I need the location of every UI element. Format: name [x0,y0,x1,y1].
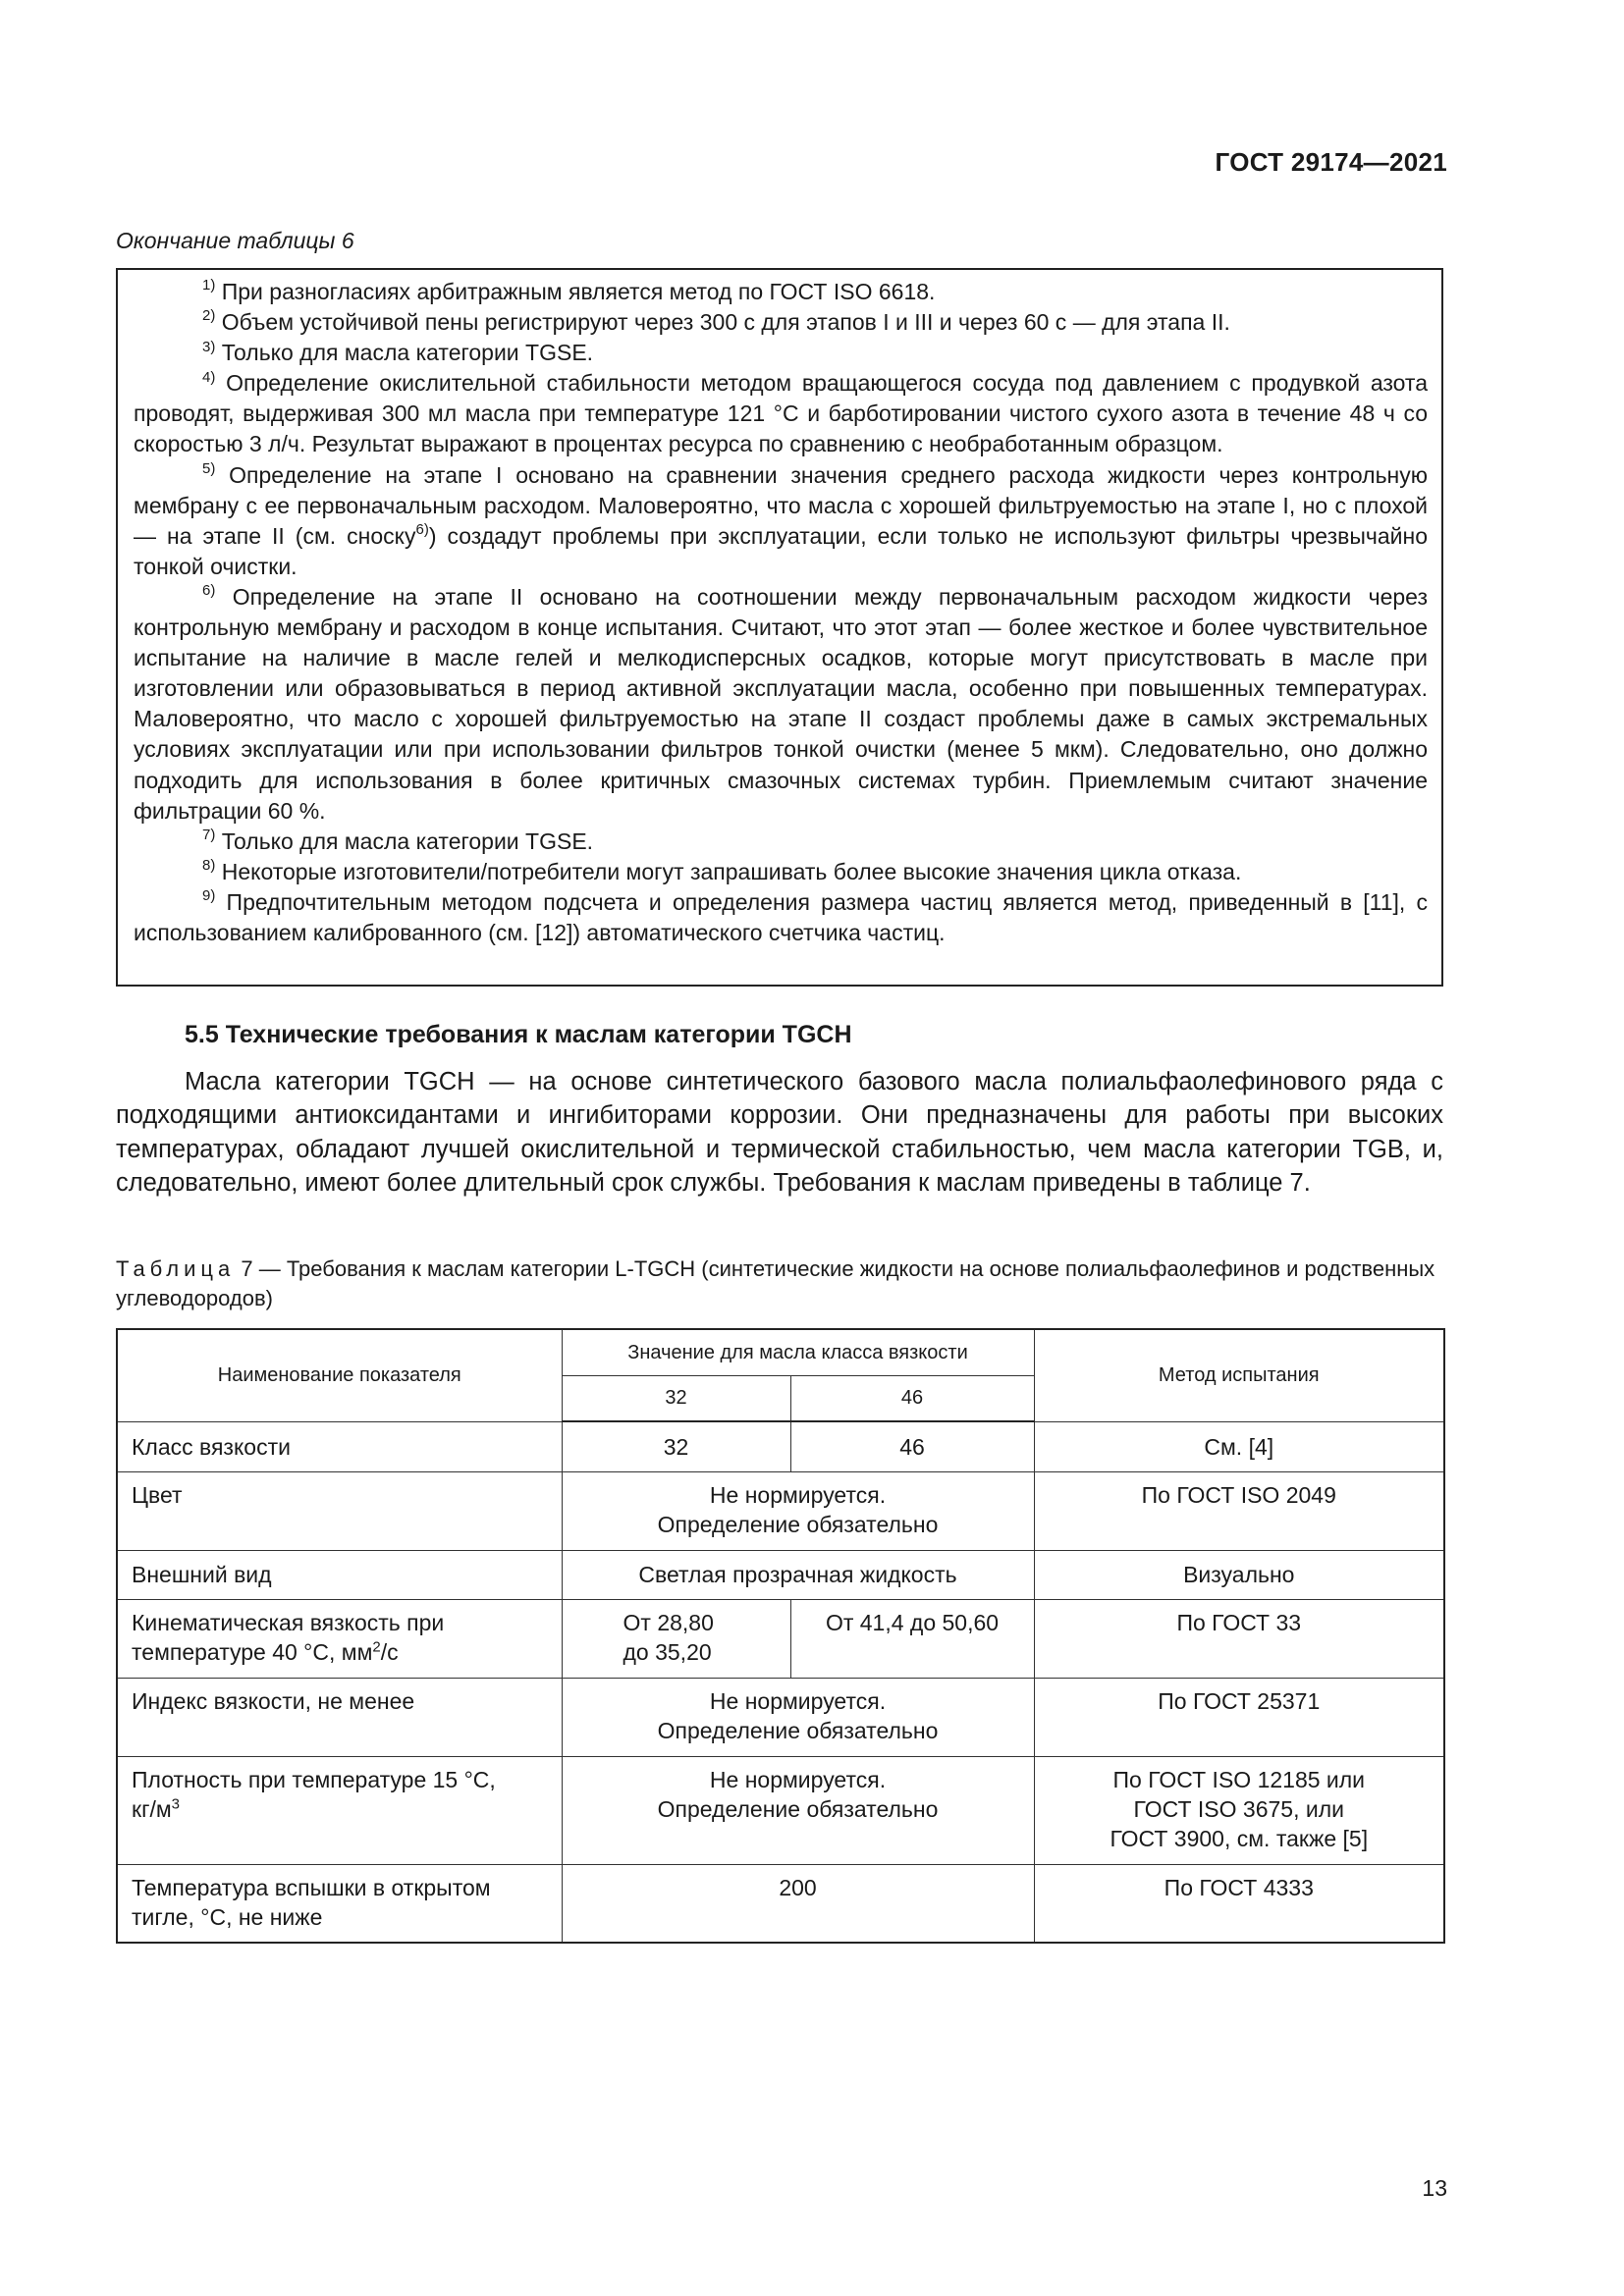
footnote-mark: 5) [202,459,216,477]
table-row [117,1678,1444,1756]
cell-value [562,1678,1034,1756]
cell-line: От 28,80 [623,1609,714,1635]
table-row [117,1421,1444,1471]
table-caption-label: Таблица [116,1256,236,1281]
cell-indicator [117,1756,562,1864]
footnote-mark: 1) [202,277,216,294]
cell-indicator [117,1599,562,1678]
cell-value [562,1471,1034,1550]
cell-method: По ГОСТ 33 [1034,1599,1444,1678]
cell-method: Визуально [1034,1550,1444,1599]
footnote-6 [134,582,1428,827]
footnote-1 [134,277,1428,307]
cell-line [132,1637,548,1667]
footnote-text: При разногласиях арбитражным является метод по ГОСТ ISO 6618. [221,279,936,304]
header-grade-46: 46 [790,1375,1034,1421]
cell-indicator: Внешний вид [117,1550,562,1599]
footnote-mark: 2) [202,307,216,325]
cell-text: температуре 40 °С, мм [132,1638,373,1665]
footnote-4 [134,368,1428,459]
cell-method: По ГОСТ 4333 [1034,1864,1444,1943]
cell-method: По ГОСТ 25371 [1034,1678,1444,1756]
cell-value-32 [562,1599,790,1678]
cell-indicator [117,1864,562,1943]
table-header-row [117,1329,1444,1375]
table-caption-text: 7 — Требования к маслам категории L-TGCH (синтетические жидкости на основе полиальфаолефинов и родственных углеводородов) [116,1256,1435,1310]
footnote-2 [134,307,1428,338]
footnote-9 [134,887,1428,948]
footnote-text: Определение на этапе II основано на соотношении между первоначальным расходом жидкости через контрольную мембрану и расходом в конце испытания. Считают, что этот этап — более жесткое и более чувствительное испытание на наличие в масле гелей и мелкодисперсных осадков, которые могут присутствовать в масле при изготовлении или образовываться в период активной эксплуатации масла, особенно при повышенных температурах. Маловероятно, что масло с хорошей фильтруемостью на этапе II создаст проблемы даже в самых экстремальных условиях эксплуатации или при использовании фильтров тонкой очистки (менее 5 мкм). Следовательно, оно должно подходить для использования в более критичных смазочных системах турбин. Приемлемым считают значение фильтрации 60 %. [134,583,1428,824]
footnote-mark: 6) [202,582,216,600]
cell-text: кг/м [132,1795,172,1822]
cell-value [562,1756,1034,1864]
footnote-text: Только для масла категории TGSE. [221,340,594,366]
cell-value: 200 [562,1864,1034,1943]
unit-superscript: 2 [372,1637,381,1655]
header-value-group: Значение для масла класса вязкости [562,1329,1034,1375]
cell-method: См. [4] [1034,1421,1444,1471]
table-7-caption [116,1255,1451,1313]
cell-method [1034,1756,1444,1864]
table-continuation-caption: Окончание таблицы 6 [116,228,354,253]
footnote-mark: 7) [202,827,216,844]
footnote-7 [134,827,1428,857]
cell-indicator: Цвет [117,1471,562,1550]
footnote-text: Только для масла категории TGSE. [221,828,594,854]
cell-text: /с [380,1638,399,1665]
table-6-footnotes [116,268,1443,987]
cell-value: Светлая прозрачная жидкость [562,1550,1034,1599]
footnote-mark: 9) [202,887,216,905]
footnote-mark: 3) [202,338,216,355]
header-method: Метод испытания [1034,1329,1444,1421]
table-row [117,1599,1444,1678]
cell-line: Определение обязательно [657,1795,939,1822]
footnote-text-cont: ) создадут проблемы при эксплуатации, если только не используют фильтры чрезвычайно тонкой очистки. [134,522,1428,579]
cell-value-46: От 41,4 до 50,60 [790,1599,1034,1678]
cell-line: до 35,20 [623,1638,712,1665]
table-row [117,1550,1444,1599]
cell-line: Плотность при температуре 15 °С, [132,1766,496,1792]
requirements-table [116,1328,1445,1944]
footnote-8 [134,857,1428,887]
cell-value-46: 46 [790,1421,1034,1471]
cell-line: По ГОСТ ISO 12185 или [1112,1766,1366,1792]
cell-indicator: Класс вязкости [117,1421,562,1471]
cell-value-32: 32 [562,1421,790,1471]
footnote-ref-mark: 6) [415,521,429,539]
cell-indicator: Индекс вязкости, не менее [117,1678,562,1756]
cell-line: ГОСТ 3900, см. также [5] [1110,1825,1369,1851]
cell-line: Не нормируется. [709,1766,887,1792]
section-paragraph: Масла категории TGCH — на основе синтетического базового масла полиальфаолефинового ряда с подходящими антиоксидантами и ингибиторами коррозии. Они предназначены для работы при высоких температурах, обладают лучшей окислительной и термической стабильностью, чем масла категории TGB, и, следовательно, имеют более длительный срок службы. Требования к маслам приведены в таблице 7. [116,1068,1443,1198]
footnote-mark: 8) [202,857,216,875]
footnote-3 [134,338,1428,368]
cell-line: тигле, °С, не ниже [132,1903,323,1930]
table-row [117,1864,1444,1943]
header-grade-32: 32 [562,1375,790,1421]
footnote-text: Определение окислительной стабильности методом вращающегося сосуда под давлением с продувкой азота проводят, выдерживая 300 мл масла при температуре 121 °С и барботировании чистого сухого азота в течение 48 ч со скоростью 3 л/ч. Результат выражают в процентах ресурса по сравнению с необработанным образцом. [134,370,1428,457]
cell-line: Определение обязательно [657,1511,939,1537]
footnote-text: Объем устойчивой пены регистрируют через 300 с для этапов I и III и через 60 с — для этапа II. [221,309,1230,336]
footnote-5 [134,460,1428,582]
header-indicator: Наименование показателя [117,1329,562,1421]
cell-line: ГОСТ ISO 3675, или [1133,1795,1344,1822]
cell-line: Не нормируется. [709,1687,887,1714]
unit-superscript: 3 [171,1794,180,1812]
footnote-mark: 4) [202,368,216,386]
page-number: 13 [1422,2175,1447,2201]
cell-line: Не нормируется. [709,1481,887,1508]
cell-line [132,1794,548,1824]
cell-method: По ГОСТ ISO 2049 [1034,1471,1444,1550]
cell-line: Температура вспышки в открытом [132,1874,491,1900]
table-row [117,1756,1444,1864]
standard-code: ГОСТ 29174—2021 [1215,147,1447,177]
footnote-text: Предпочтительным методом подсчета и определения размера частиц является метод, приведенный в [11], с использованием калиброванного (см. [12]) автоматического счетчика частиц. [134,888,1429,945]
cell-line: Кинематическая вязкость при [132,1609,445,1635]
cell-line: Определение обязательно [657,1717,939,1743]
table-row [117,1471,1444,1550]
footnote-text: Некоторые изготовители/потребители могут запрашивать более высокие значения цикла отказа. [221,858,1242,884]
footnote-text: Определение на этапе I основано на сравнении значения среднего расхода жидкости через контрольную мембрану с ее первоначальным расходом. Маловероятно, что масла с хорошей фильтруемостью на этапе I, но с плохой — на этапе II (см. сноску [134,461,1429,549]
section-title: 5.5 Технические требования к маслам категории TGCH [185,1021,852,1048]
